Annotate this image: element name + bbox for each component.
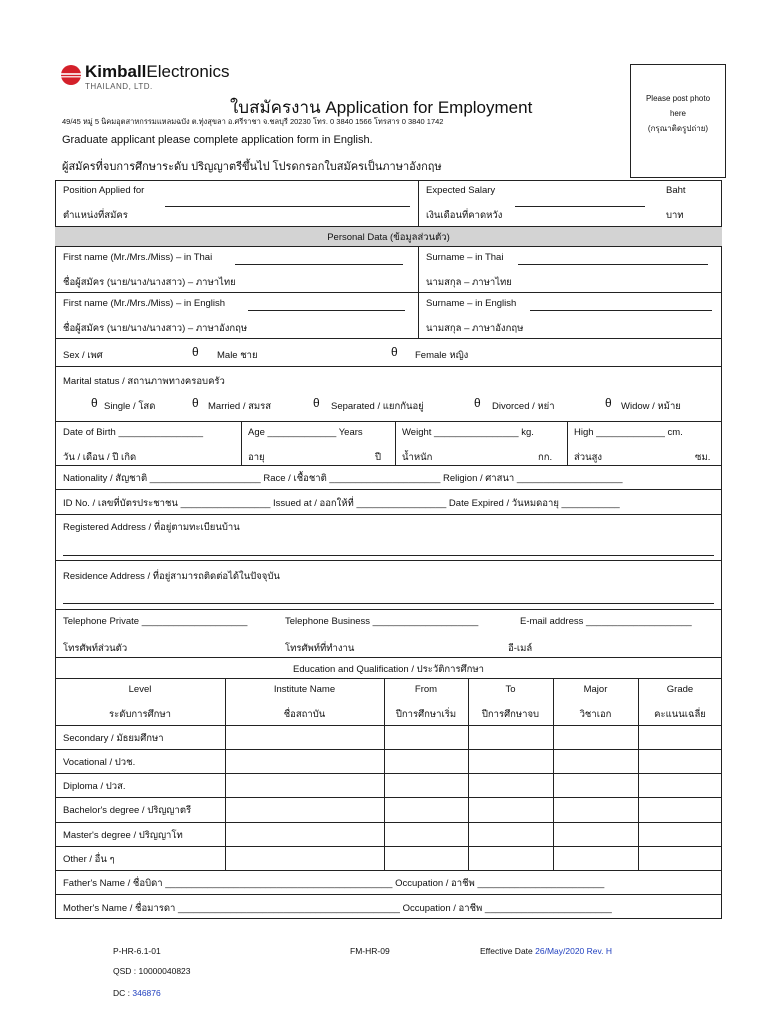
effective-date: Effective Date 26/May/2020 Rev. H bbox=[480, 946, 612, 956]
logo-brand: KimballElectronics bbox=[85, 62, 230, 81]
mother-name-occupation[interactable]: Mother's Name / ชื่อมารดา __________________________________________ Occupation / อาชีพ ________________________ bbox=[63, 903, 612, 914]
dc-number: DC : 346876 bbox=[113, 988, 161, 998]
surname-english-label-th: นามสกุล – ภาษาอังกฤษ bbox=[426, 323, 524, 334]
first-name-thai-label-th: ชื่อผู้สมัคร (นาย/นาง/นางสาว) – ภาษาไทย bbox=[63, 277, 236, 288]
father-name-occupation[interactable]: Father's Name / ชื่อบิดา ___________________________________________ Occupation / อาชีพ ________________________ bbox=[63, 878, 605, 889]
photo-label: here bbox=[669, 109, 686, 119]
residence-address-field[interactable] bbox=[63, 603, 714, 604]
body-info-row bbox=[55, 421, 722, 465]
photo-label: Please post photo bbox=[645, 94, 711, 103]
sex-label: Sex / เพศ bbox=[63, 350, 103, 361]
instruction-th: ผู้สมัครที่จบการศึกษาระดับ ปริญญาตรีขึ้นไป โปรดกรอกใบสมัครเป็นภาษาอังกฤษ bbox=[62, 161, 442, 173]
first-name-english-label-th: ชื่อผู้สมัคร (นาย/นาง/นางสาว) – ภาษาอังกฤษ bbox=[63, 323, 248, 334]
registered-address-row bbox=[55, 514, 722, 560]
photo-box[interactable] bbox=[630, 64, 726, 178]
table-row[interactable] bbox=[55, 725, 722, 749]
level-bachelor: Bachelor's degree / ปริญญาตรี bbox=[63, 805, 192, 816]
divorced-radio[interactable]: θ bbox=[474, 396, 481, 410]
male-radio[interactable]: θ bbox=[192, 345, 199, 359]
salary-field[interactable] bbox=[515, 206, 645, 207]
instruction-en: Graduate applicant please complete application form in English. bbox=[62, 134, 373, 146]
application-form bbox=[55, 180, 722, 919]
age-label[interactable]: Age _____________ Years bbox=[248, 427, 363, 438]
female-label: Female หญิง bbox=[415, 350, 469, 361]
kimball-logo-icon bbox=[60, 64, 82, 86]
tel-private-label-th: โทรศัพท์ส่วนตัว bbox=[63, 643, 128, 654]
col-major-header: Major bbox=[583, 684, 608, 695]
father-row bbox=[55, 870, 722, 894]
telephone-row bbox=[55, 609, 722, 657]
widow-label: Widow / หม้าย bbox=[621, 401, 681, 412]
widow-radio[interactable]: θ bbox=[605, 396, 612, 410]
personal-section-header bbox=[55, 226, 722, 246]
surname-thai-field[interactable] bbox=[518, 264, 708, 265]
separated-radio[interactable]: θ bbox=[313, 396, 320, 410]
col-to-header-th: ปีการศึกษาจบ bbox=[481, 709, 540, 720]
col-to-header: To bbox=[505, 684, 516, 695]
married-radio[interactable]: θ bbox=[192, 396, 199, 410]
surname-thai-label-th: นามสกุล – ภาษาไทย bbox=[426, 277, 512, 288]
email-label-th: อี-เมล์ bbox=[508, 643, 533, 654]
nationality-row bbox=[55, 465, 722, 489]
first-name-english-label: First name (Mr./Mrs./Miss) – in English bbox=[63, 298, 226, 309]
col-grade-header-th: คะแนนเฉลี่ย bbox=[654, 709, 706, 720]
separated-label: Separated / แยกกันอยู่ bbox=[331, 401, 424, 412]
education-table bbox=[55, 678, 722, 870]
col-level-header-th: ระดับการศึกษา bbox=[109, 709, 171, 720]
dob-label[interactable]: Date of Birth ________________ bbox=[63, 427, 203, 438]
form-title: ใบสมัครงาน Application for Employment bbox=[230, 98, 533, 117]
table-row[interactable] bbox=[55, 846, 722, 871]
salary-label: Expected Salary bbox=[426, 185, 496, 196]
position-label-th: ตำแหน่งที่สมัคร bbox=[63, 210, 128, 221]
marital-label: Marital status / สถานภาพทางครอบครัว bbox=[63, 376, 225, 387]
first-name-thai-field[interactable] bbox=[235, 264, 403, 265]
col-institute-header-th: ชื่อสถาบัน bbox=[283, 709, 326, 720]
col-grade-header: Grade bbox=[666, 684, 694, 695]
registered-address-label: Registered Address / ที่อยู่ตามทะเบียนบ้าน bbox=[63, 522, 240, 533]
height-label-th: ส่วนสูง bbox=[574, 452, 603, 463]
age-label-th: อายุ bbox=[248, 452, 265, 463]
id-row bbox=[55, 489, 722, 514]
age-unit-th: ปี bbox=[375, 452, 382, 463]
sex-row bbox=[55, 338, 722, 366]
position-row bbox=[55, 180, 722, 226]
table-row[interactable] bbox=[55, 773, 722, 797]
level-other: Other / อื่น ๆ bbox=[63, 854, 115, 865]
col-institute-header: Institute Name bbox=[273, 684, 336, 695]
col-major-header-th: วิชาเอก bbox=[579, 709, 612, 720]
position-label: Position Applied for bbox=[63, 185, 145, 196]
baht-label: Baht bbox=[666, 185, 686, 196]
height-label[interactable]: High _____________ cm. bbox=[574, 427, 683, 438]
level-secondary: Secondary / มัธยมศึกษา bbox=[63, 733, 164, 744]
married-label: Married / สมรส bbox=[208, 401, 272, 412]
surname-english-label: Surname – in English bbox=[426, 298, 517, 309]
mother-row bbox=[55, 894, 722, 919]
col-from-header: From bbox=[414, 684, 438, 695]
first-name-english-field[interactable] bbox=[248, 310, 405, 311]
id-issued-expired[interactable]: ID No. / เลขที่บัตรประชาชน _________________ Issued at / ออกให้ที่ _________________ Date Expired / วันหมดอายุ ___________ bbox=[63, 498, 620, 509]
residence-address-row bbox=[55, 560, 722, 609]
form-number: FM-HR-09 bbox=[350, 946, 390, 956]
nationality-race-religion[interactable]: Nationality / สัญชาติ _____________________ Race / เชื้อชาติ _____________________ Religion / ศาสนา ____________________ bbox=[63, 473, 623, 484]
english-name-row bbox=[55, 292, 722, 338]
marital-row bbox=[55, 366, 722, 421]
female-radio[interactable]: θ bbox=[391, 345, 398, 359]
first-name-thai-label: First name (Mr./Mrs./Miss) – in Thai bbox=[63, 252, 213, 263]
level-diploma: Diploma / ปวส. bbox=[63, 781, 126, 792]
dob-label-th: วัน / เดือน / ปี เกิด bbox=[63, 452, 137, 463]
weight-label-th: น้ำหนัก bbox=[402, 452, 433, 463]
height-unit-th: ซม. bbox=[695, 452, 711, 463]
doc-number: P-HR-6.1-01 bbox=[113, 946, 161, 956]
col-from-header-th: ปีการศึกษาเริ่ม bbox=[395, 709, 457, 720]
tel-business-label-th: โทรศัพท์ที่ทำงาน bbox=[285, 643, 355, 654]
position-field[interactable] bbox=[165, 206, 410, 207]
education-section-title: Education and Qualification / ประวัติการศึกษา bbox=[293, 664, 484, 675]
email-label[interactable]: E-mail address ____________________ bbox=[520, 616, 692, 627]
thai-name-row bbox=[55, 246, 722, 292]
company-logo bbox=[60, 62, 260, 96]
photo-label: (กรุณาติดรูปถ่าย) bbox=[647, 124, 709, 134]
baht-label-th: บาท bbox=[666, 210, 684, 221]
single-radio[interactable]: θ bbox=[91, 396, 98, 410]
table-row[interactable] bbox=[55, 749, 722, 773]
residence-address-label: Residence Address / ที่อยู่สามารถติดต่อได้ในปัจจุบัน bbox=[63, 571, 280, 582]
table-row[interactable] bbox=[55, 822, 722, 846]
company-address: 49/45 หมู่ 5 นิคมอุตสาหกรรมแหลมฉบัง ต.ทุ่งสุขลา อ.ศรีราชา จ.ชลบุรี 20230 โทร. 0 3840 1566 โทรสาร 0 3840 1742 bbox=[62, 117, 444, 126]
male-label: Male ชาย bbox=[217, 350, 258, 361]
table-row[interactable] bbox=[55, 797, 722, 822]
surname-thai-label: Surname – in Thai bbox=[426, 252, 504, 263]
single-label: Single / โสด bbox=[104, 401, 156, 412]
surname-english-field[interactable] bbox=[530, 310, 712, 311]
salary-label-th: เงินเดือนที่คาดหวัง bbox=[426, 210, 503, 221]
level-master: Master's degree / ปริญญาโท bbox=[63, 830, 183, 841]
registered-address-field[interactable] bbox=[63, 555, 714, 556]
divorced-label: Divorced / หย่า bbox=[492, 401, 555, 412]
personal-section-title: Personal Data (ข้อมูลส่วนตัว) bbox=[327, 232, 450, 243]
tel-business-label[interactable]: Telephone Business ____________________ bbox=[285, 616, 479, 627]
education-section-header bbox=[55, 657, 722, 678]
tel-private-label[interactable]: Telephone Private ____________________ bbox=[63, 616, 248, 627]
qsd-number: QSD : 10000040823 bbox=[113, 966, 191, 976]
level-vocational: Vocational / ปวช. bbox=[63, 757, 136, 768]
col-level-header: Level bbox=[128, 684, 152, 695]
logo-subtitle: THAILAND, LTD. bbox=[85, 82, 153, 91]
weight-unit-th: กก. bbox=[538, 452, 553, 463]
weight-label[interactable]: Weight ________________ kg. bbox=[402, 427, 534, 438]
